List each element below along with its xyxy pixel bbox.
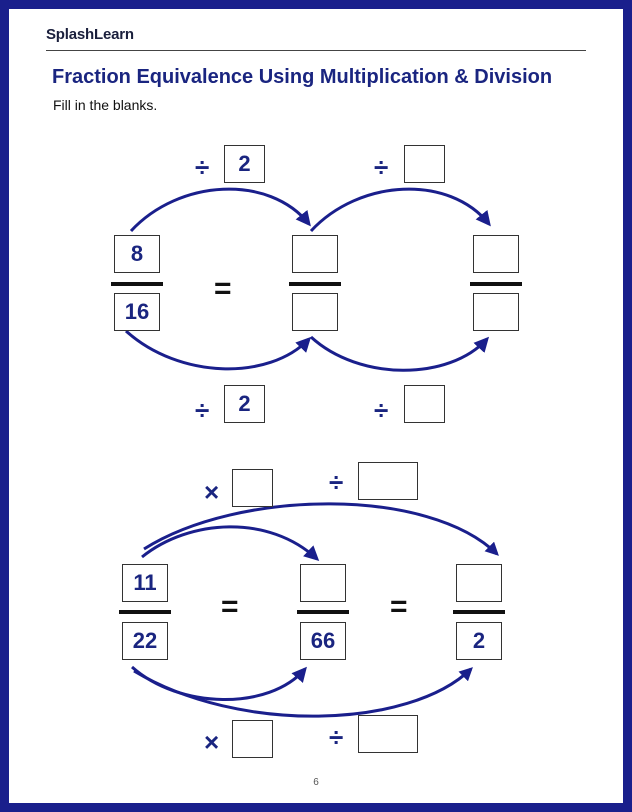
p2-bottom-op1-symbol: × <box>204 727 220 757</box>
p2-f2-numerator[interactable] <box>300 564 346 602</box>
page-number: 6 <box>313 777 319 788</box>
p2-f2-denominator[interactable]: 66 <box>300 622 346 660</box>
p2-top-op2-box[interactable] <box>358 462 418 500</box>
p1-f1-denominator[interactable]: 16 <box>114 293 160 331</box>
p1-bottom-op1-symbol: ÷ <box>195 395 210 425</box>
p2-f2-bar <box>297 610 349 614</box>
p2-bottom-op1-box[interactable] <box>232 720 273 758</box>
p2-f3-bar <box>453 610 505 614</box>
p1-top-arrow-2 <box>311 189 489 231</box>
p2-f1-bar <box>119 610 171 614</box>
p2-top-op1-box[interactable] <box>232 469 273 507</box>
worksheet-title: Fraction Equivalence Using Multiplication & Division <box>52 66 553 88</box>
p2-bottom-op2-symbol: ÷ <box>329 722 344 752</box>
p2-f3-denominator[interactable]: 2 <box>456 622 502 660</box>
p1-f2-numerator[interactable] <box>292 235 338 273</box>
p2-top-op1-symbol: × <box>204 477 220 507</box>
p2-equals-2: = <box>390 590 408 623</box>
p1-f3-numerator[interactable] <box>473 235 519 273</box>
p2-f3-numerator[interactable] <box>456 564 502 602</box>
p1-f1-bar <box>111 282 163 286</box>
p2-top-arrow-long <box>144 504 497 554</box>
p2-equals-1: = <box>221 590 239 623</box>
p2-bottom-arrow-long <box>134 669 471 716</box>
p1-bottom-op1-box[interactable]: 2 <box>224 385 265 423</box>
p1-equals: = <box>214 272 232 305</box>
p2-bottom-op2-box[interactable] <box>358 715 418 753</box>
p1-f3-bar <box>470 282 522 286</box>
p1-top-op1-symbol: ÷ <box>195 152 210 182</box>
p1-top-op2-box[interactable] <box>404 145 445 183</box>
worksheet-instructions: Fill in the blanks. <box>53 97 158 113</box>
p1-bottom-op2-symbol: ÷ <box>374 395 389 425</box>
p1-f3-denominator[interactable] <box>473 293 519 331</box>
p2-f1-denominator[interactable]: 22 <box>122 622 168 660</box>
p1-bottom-arrow-2 <box>311 337 487 370</box>
p1-bottom-arrow-1 <box>126 331 309 369</box>
brand-logo: SplashLearn <box>46 26 134 43</box>
p1-bottom-op2-box[interactable] <box>404 385 445 423</box>
p1-top-op1-box[interactable]: 2 <box>224 145 265 183</box>
worksheet-page <box>9 9 623 803</box>
p2-top-op2-symbol: ÷ <box>329 467 344 497</box>
p2-top-arrow-short <box>142 527 317 559</box>
p1-top-op2-symbol: ÷ <box>374 152 389 182</box>
arrows-diagram <box>9 9 623 803</box>
p1-top-arrow-1 <box>131 189 309 231</box>
p2-f1-numerator[interactable]: 11 <box>122 564 168 602</box>
p1-f2-denominator[interactable] <box>292 293 338 331</box>
p1-f1-numerator[interactable]: 8 <box>114 235 160 273</box>
p1-f2-bar <box>289 282 341 286</box>
